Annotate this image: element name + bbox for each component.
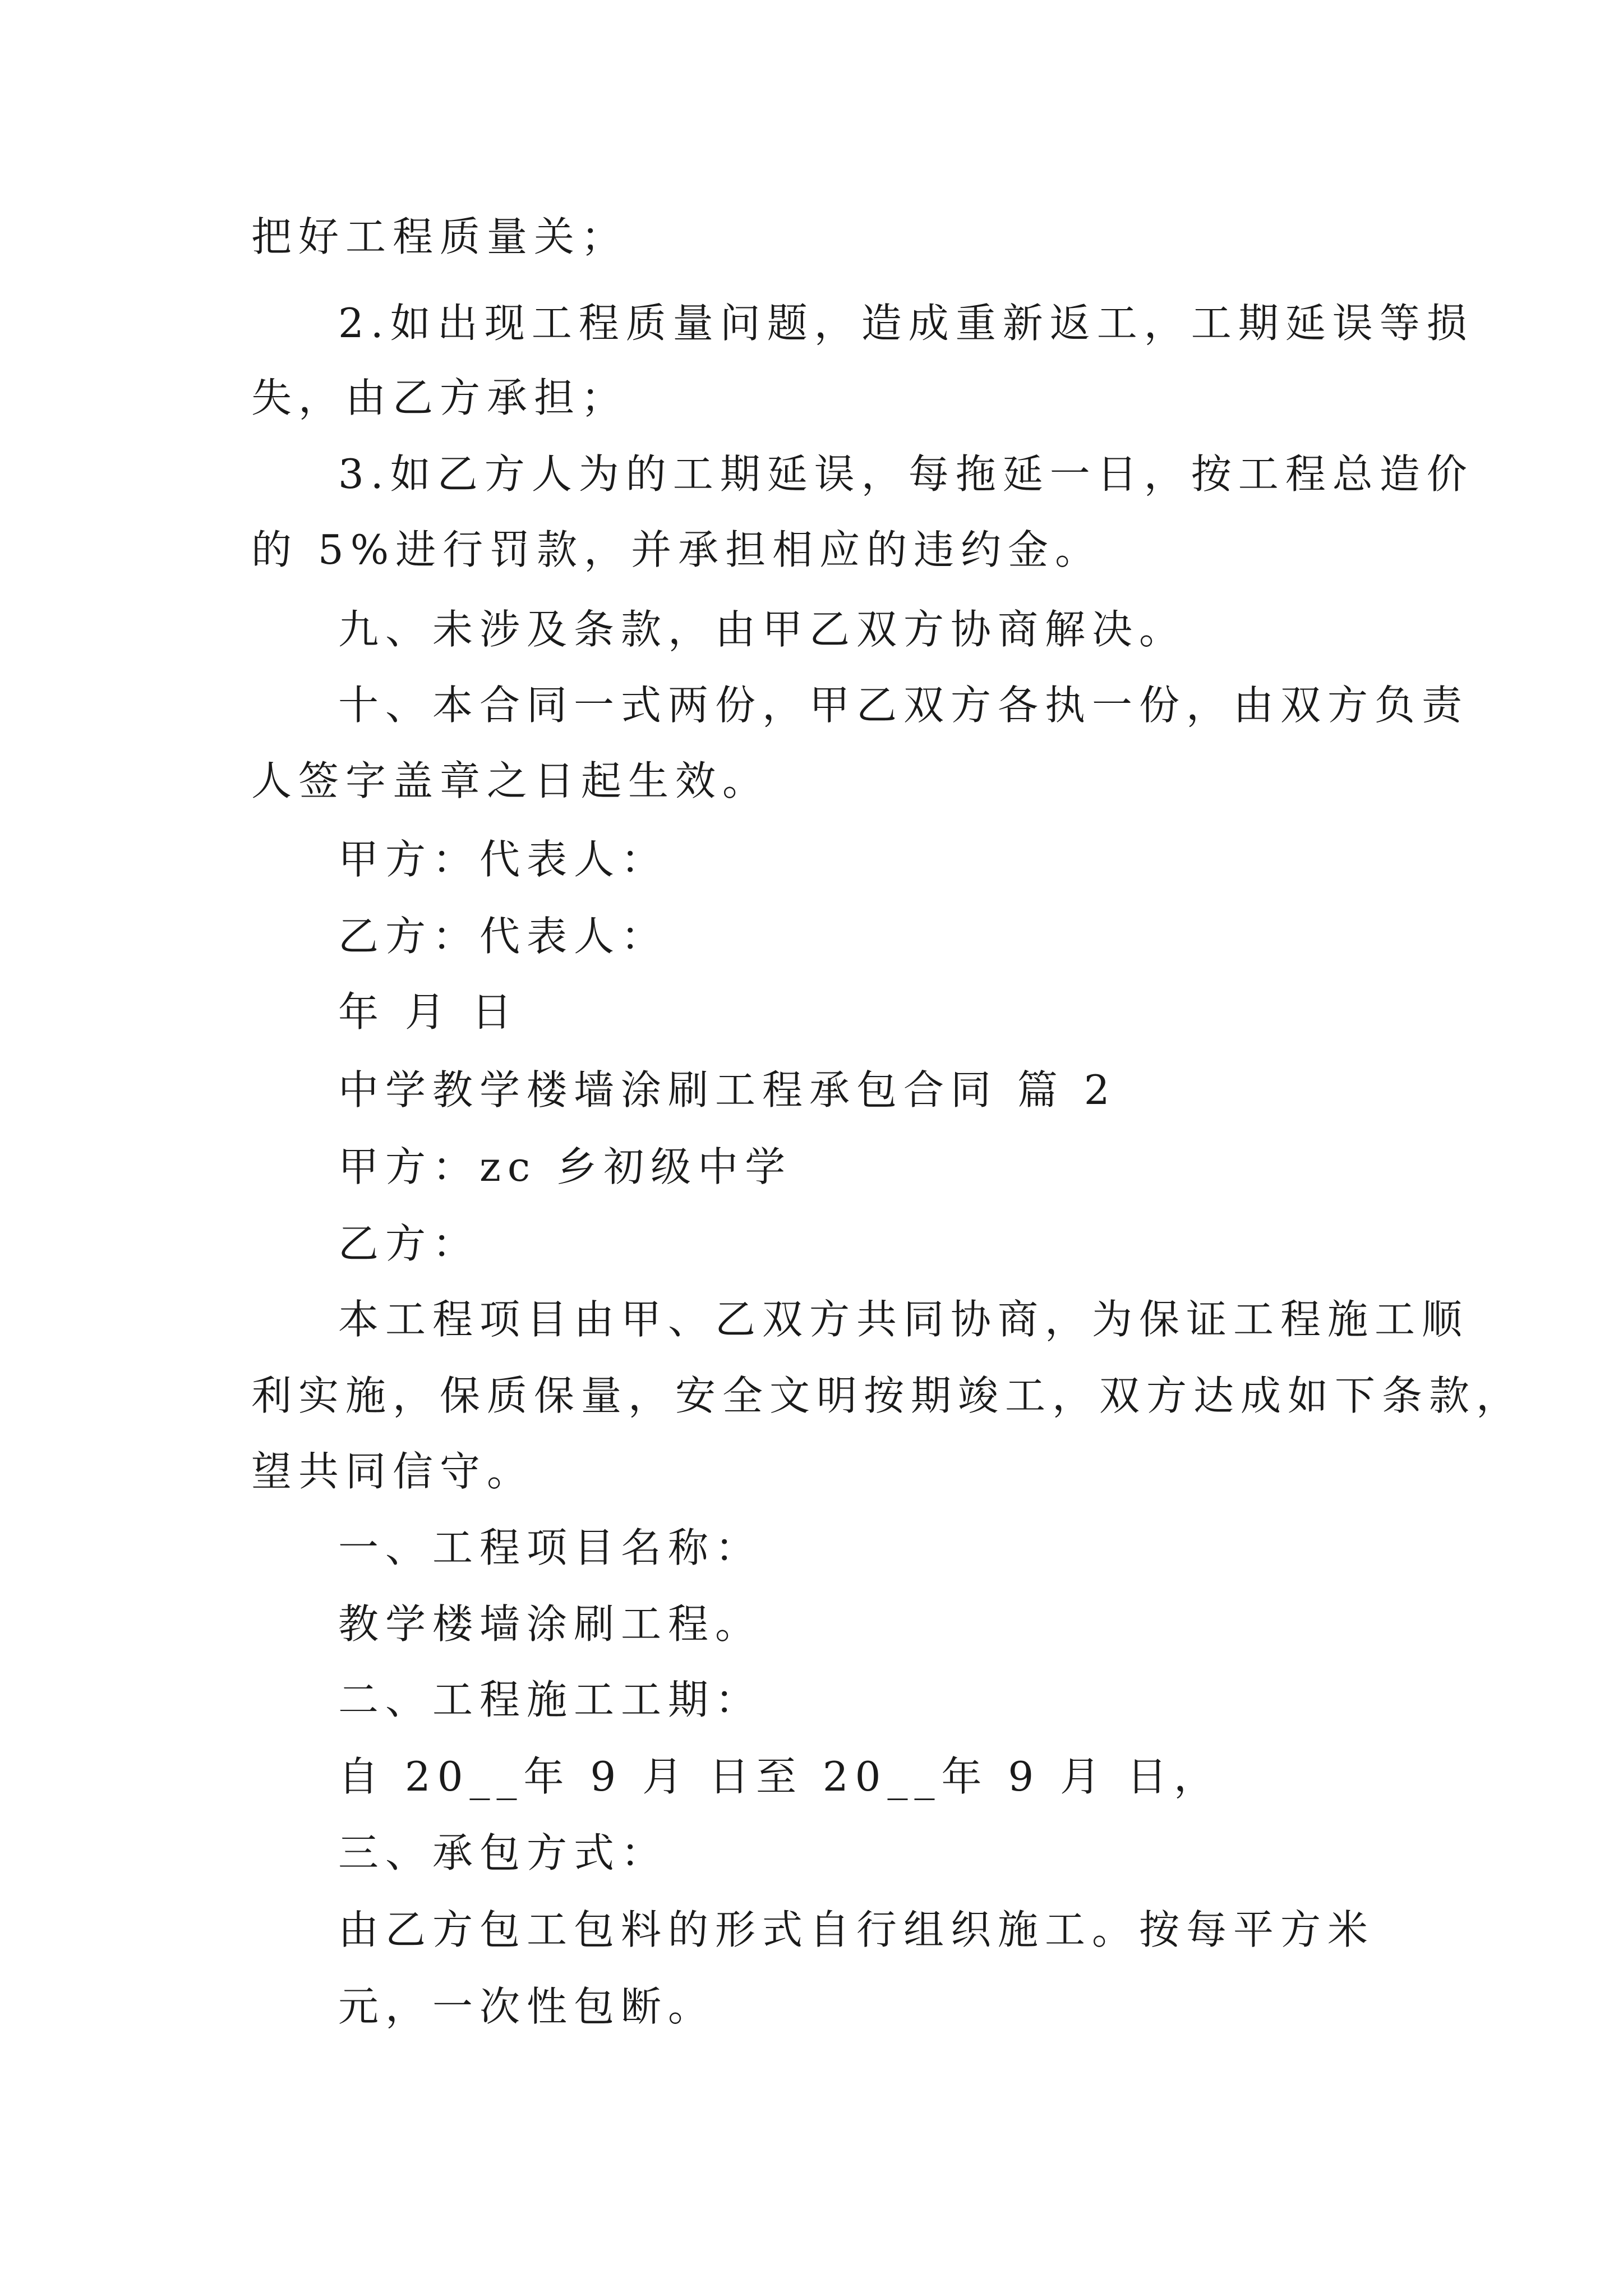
text-line: 把好工程质量关； xyxy=(251,213,629,260)
text-line: 元，一次性包断。 xyxy=(338,1983,716,2030)
text-line: 本工程项目由甲、乙双方共同协商，为保证工程施工顺 xyxy=(338,1296,1469,1343)
text-line: 3.如乙方人为的工期延误，每拖延一日，按工程总造价 xyxy=(338,450,1474,498)
text-line: 由乙方包工包料的形式自行组织施工。按每平方米 xyxy=(338,1906,1375,1953)
text-line: 自 20__年 9 月 日至 20__年 9 月 日， xyxy=(338,1753,1221,1800)
party-a-line: 甲方：zc 乡初级中学 xyxy=(338,1143,792,1190)
signature-line-party-b: 乙方：代表人： xyxy=(338,913,668,960)
text-line: 人签字盖章之日起生效。 xyxy=(251,757,770,804)
text-line: 失，由乙方承担； xyxy=(251,374,629,421)
section-title: 中学教学楼墙涂刷工程承包合同 篇 2 xyxy=(338,1066,1117,1114)
party-b-line: 乙方： xyxy=(338,1220,480,1267)
text-line: 望共同信守。 xyxy=(251,1448,534,1495)
date-line: 年 月 日 xyxy=(338,988,519,1036)
clause-heading: 一、工程项目名称： xyxy=(338,1524,763,1571)
text-line: 十、本合同一式两份，甲乙双方各执一份，由双方负责 xyxy=(338,682,1469,729)
text-line: 利实施，保质保量，安全文明按期竣工，双方达成如下条款， xyxy=(251,1372,1524,1419)
clause-heading: 三、承包方式： xyxy=(338,1829,668,1876)
clause-heading: 二、工程施工工期： xyxy=(338,1676,763,1723)
text-line: 2.如出现工程质量问题，造成重新返工，工期延误等损 xyxy=(338,300,1474,347)
text-line: 九、未涉及条款，由甲乙双方协商解决。 xyxy=(338,606,1187,653)
text-line: 的 5%进行罚款，并承担相应的违约金。 xyxy=(251,526,1103,573)
signature-line-party-a: 甲方：代表人： xyxy=(338,836,668,883)
text-line: 教学楼墙涂刷工程。 xyxy=(338,1600,763,1648)
